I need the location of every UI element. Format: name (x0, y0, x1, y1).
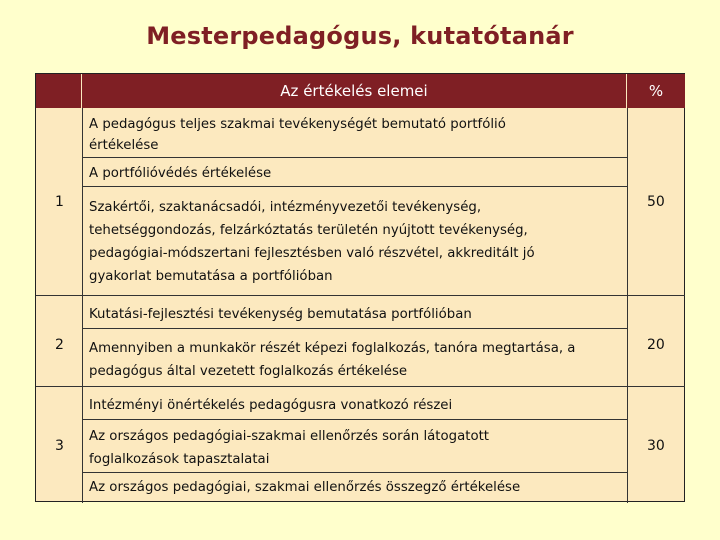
row-number: 2 (55, 337, 64, 353)
divider (627, 108, 628, 503)
divider (82, 472, 627, 473)
item-text: Szakértői, szaktanácsadói, intézményvezetői tevékenység, (89, 200, 482, 215)
divider (82, 108, 83, 503)
row-percent: 20 (647, 337, 665, 353)
row-separator (36, 386, 685, 387)
evaluation-table (35, 73, 685, 502)
item-text: Az országos pedagógiai-szakmai ellenőrzés során látogatott (89, 429, 490, 444)
row-percent: 50 (647, 194, 665, 210)
header-empty-cell (36, 74, 82, 108)
divider (82, 419, 627, 420)
item-text: Amennyiben a munkakör részét képezi foglalkozás, tanóra megtartása, a (89, 341, 576, 356)
page-title: Mesterpedagógus, kutatótanár (146, 22, 574, 50)
item-text: A portfólióvédés értékelése (89, 166, 272, 181)
item-text: értékelése (89, 138, 159, 153)
item-text: pedagógiai-módszertani fejlesztésben való részvétel, akkreditált jó (89, 246, 535, 261)
row-separator (36, 295, 685, 296)
row-percent: 30 (647, 438, 665, 454)
divider (82, 157, 627, 158)
row-number: 1 (55, 194, 64, 210)
item-text: gyakorlat bemutatása a portfólióban (89, 269, 333, 284)
header-elements-cell: Az értékelés elemei (82, 74, 627, 108)
item-text: Intézményi önértékelés pedagógusra vonatkozó részei (89, 398, 453, 413)
item-text: pedagógus által vezetett foglalkozás értékelése (89, 364, 408, 379)
item-text: foglalkozások tapasztalatai (89, 452, 270, 467)
divider (82, 328, 627, 329)
item-text: Az országos pedagógiai, szakmai ellenőrzés összegző értékelése (89, 480, 521, 495)
row-number: 3 (55, 438, 64, 454)
item-text: A pedagógus teljes szakmai tevékenységét bemutató portfólió (89, 117, 506, 132)
divider (82, 186, 627, 187)
header-percent-cell: % (627, 74, 685, 108)
item-text: tehetséggondozás, felzárkóztatás területén nyújtott tevékenység, (89, 223, 528, 238)
item-text: Kutatási-fejlesztési tevékenység bemutatása portfólióban (89, 307, 472, 322)
